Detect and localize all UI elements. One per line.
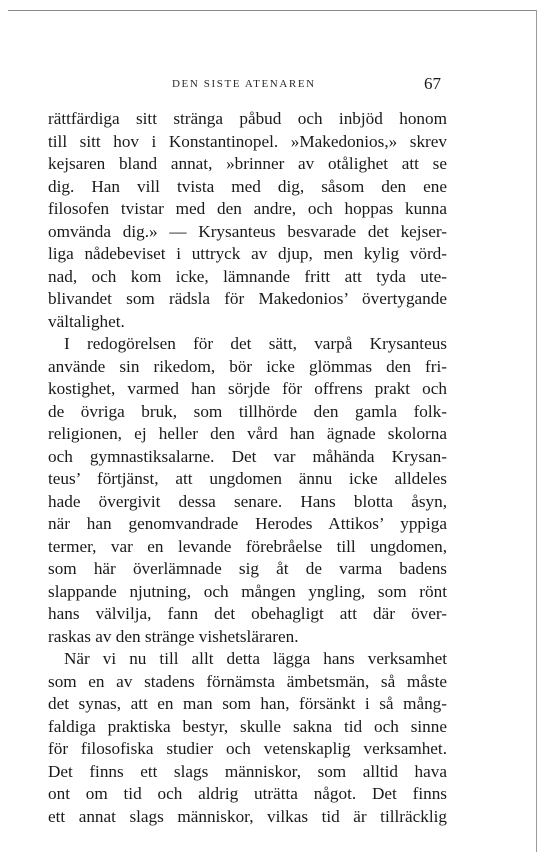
running-head — [0, 76, 544, 96]
page-top-rule — [8, 10, 536, 11]
text-line: när han genomvandrade Herodes Attikos’ yppiga — [48, 514, 447, 533]
paragraph-start-line: När vi nu till allt detta lägga hans verksamhet — [64, 649, 447, 668]
text-line: termer, var en levande förebråelse till ungdomen, — [48, 536, 447, 556]
text-line: omvända dig.» — Krysanteus besvarade det kejser- — [48, 221, 447, 241]
text-line: kostighet, varmed han sörjde för offrens prakt och — [48, 379, 447, 398]
text-line: använde sin rikedom, bör icke glömmas den fri- — [48, 356, 447, 376]
text-line: nad, och kom icke, lämnande fritt att tyda ute- — [48, 266, 447, 286]
paragraph-start-line: I redogörelsen för det sätt, varpå Krysanteus — [64, 334, 447, 353]
text-line: till sitt hov i Konstantinopel. »Makedonios,» skrev — [48, 131, 447, 151]
text-line: de övriga bruk, som tillhörde den gamla folk- — [48, 401, 447, 421]
paragraph-end-line: raskas av den stränge vishetsläraren. — [48, 626, 299, 646]
text-line: det synas, att en man som han, försänkt i så mång- — [48, 694, 447, 713]
text-line: hans välvilja, fann det obehagligt att där över- — [48, 604, 447, 623]
text-line: som en av stadens förnämsta ämbetsmän, så måste — [48, 671, 447, 691]
text-line: som här överlämnade sig åt de varma badens — [48, 559, 447, 578]
text-line: religionen, ej heller den vård han ägnade skolorna — [48, 424, 447, 443]
text-line: slappande njutning, och mången yngling, som rönt — [48, 581, 447, 601]
text-line: teus’ förtjänst, att ungdomen ännu icke alldeles — [48, 469, 447, 488]
page-right-edge — [536, 10, 537, 852]
text-line: dig. Han vill tvista med dig, såsom den ene — [48, 176, 447, 196]
body-text — [48, 108, 447, 828]
text-line: kejsaren bland annat, »brinner av otålighet att se — [48, 154, 447, 173]
text-line: faldiga praktiska bestyr, skulle sakna tid och sinne — [48, 716, 447, 736]
text-line: Det finns ett slags människor, som alltid hava — [48, 761, 447, 781]
page-number: 67 — [424, 74, 441, 93]
text-line: ett annat slags människor, vilkas tid är tillräcklig — [48, 806, 447, 826]
text-line: för filosofiska studier och vetenskaplig verksamhet. — [48, 739, 447, 758]
text-line: liga nådebeviset i uttryck av djup, men kylig vörd- — [48, 244, 447, 263]
running-title: DEN SISTE ATENAREN — [172, 78, 316, 90]
paragraph-end-line: vältalighet. — [48, 311, 125, 331]
text-line: rättfärdiga sitt stränga påbud och inbjöd honom — [48, 109, 447, 128]
text-line: blivandet som rädsla för Makedonios’ övertygande — [48, 289, 447, 308]
text-line: hade övergivit dessa senare. Hans blotta åsyn, — [48, 491, 447, 511]
text-line: och gymnastiksalarne. Det var måhända Krysan- — [48, 446, 447, 466]
text-line: filosofen tvistar med den andre, och hoppas kunna — [48, 199, 447, 218]
text-line: ont om tid och aldrig uträtta något. Det finns — [48, 784, 447, 803]
